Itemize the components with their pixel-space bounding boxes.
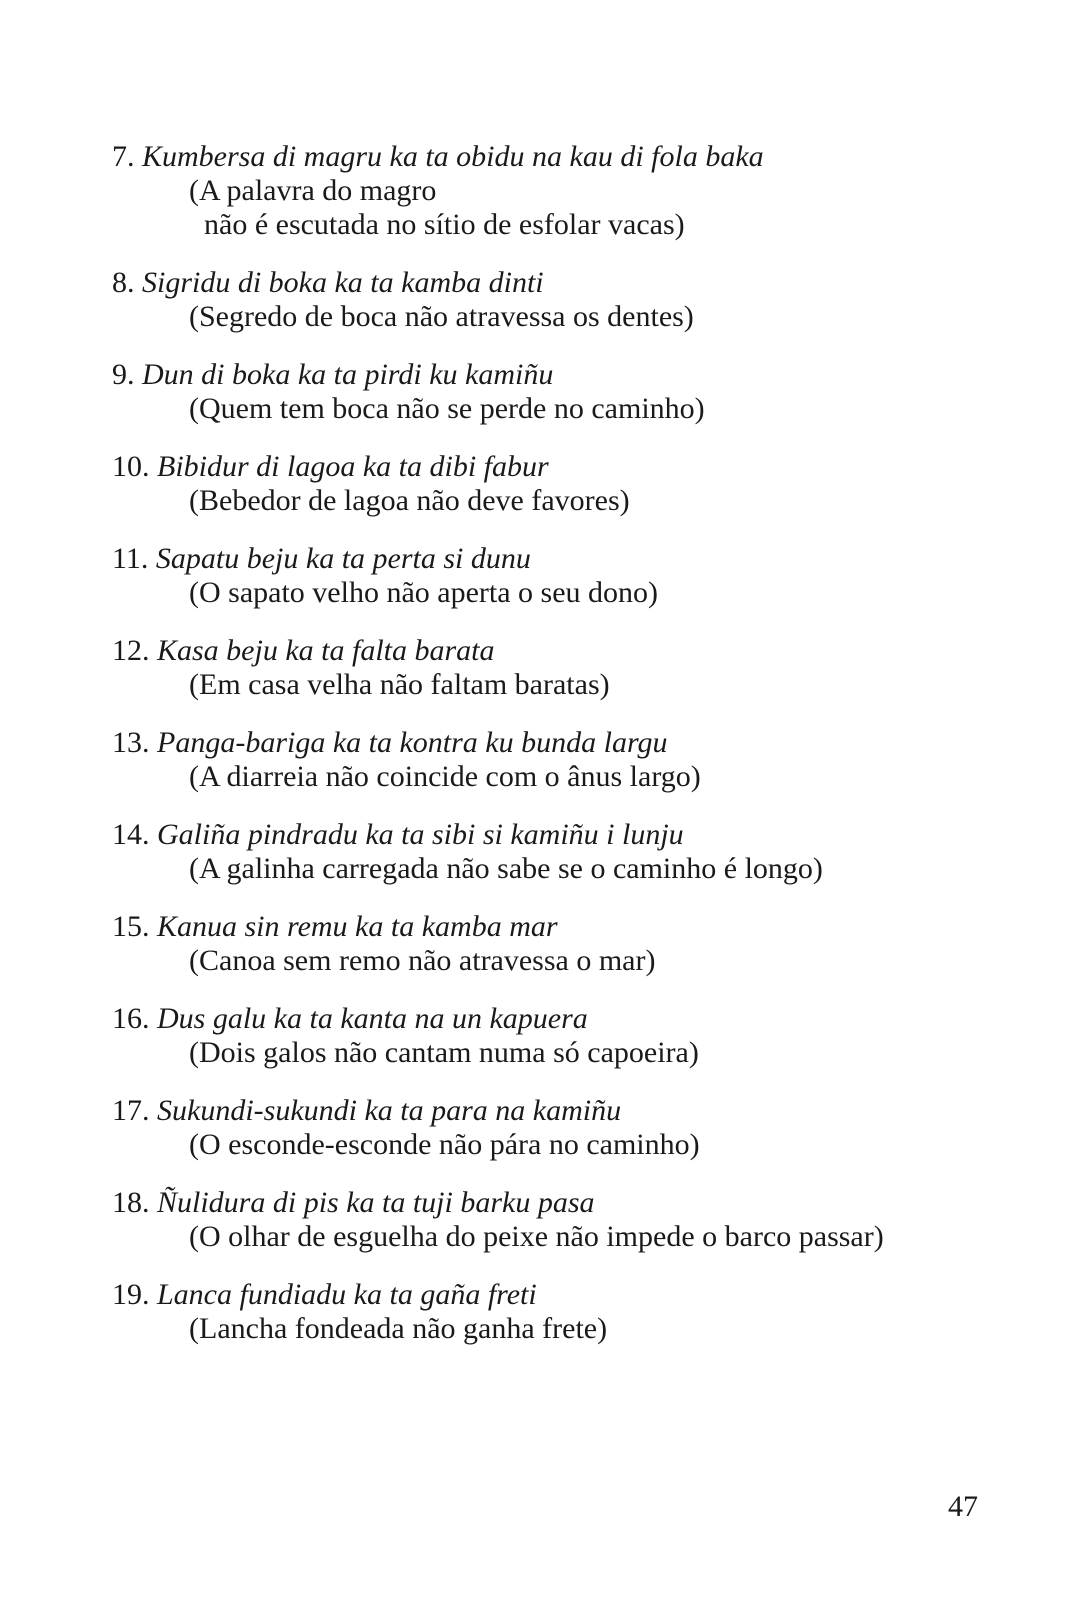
proverb-crioulo: Dun di boka ka ta pirdi ku kamiñu bbox=[142, 358, 554, 391]
proverb-number: 13. bbox=[112, 726, 150, 759]
proverb-number: 12. bbox=[112, 634, 150, 667]
proverb-number: 14. bbox=[112, 818, 150, 851]
proverb-number: 9. bbox=[112, 358, 135, 391]
proverb-crioulo: Sigridu di boka ka ta kamba dinti bbox=[142, 266, 544, 299]
proverb-translation: (O sapato velho não aperta o seu dono) bbox=[189, 576, 659, 609]
proverb-line bbox=[112, 818, 1012, 852]
proverb-line bbox=[112, 1002, 1012, 1036]
proverb-translation: (Segredo de boca não atravessa os dentes) bbox=[189, 300, 694, 333]
proverb-crioulo: Kanua sin remu ka ta kamba mar bbox=[157, 910, 558, 943]
proverb-item bbox=[112, 726, 1012, 794]
proverb-translation: (O esconde-esconde não pára no caminho) bbox=[189, 1128, 700, 1161]
proverb-crioulo: Dus galu ka ta kanta na un kapuera bbox=[157, 1002, 588, 1035]
proverb-crioulo: Bibidur di lagoa ka ta dibi fabur bbox=[157, 450, 549, 483]
proverb-translation: (A galinha carregada não sabe se o caminho é longo) bbox=[189, 852, 823, 885]
proverb-item bbox=[112, 910, 1012, 978]
proverb-line bbox=[112, 1186, 1012, 1220]
proverb-crioulo: Ñulidura di pis ka ta tuji barku pasa bbox=[157, 1186, 595, 1219]
proverb-crioulo: Sukundi-sukundi ka ta para na kamiñu bbox=[157, 1094, 622, 1127]
proverb-translation: (Canoa sem remo não atravessa o mar) bbox=[189, 944, 656, 977]
proverb-item bbox=[112, 450, 1012, 518]
proverb-translation: (A diarreia não coincide com o ânus largo) bbox=[189, 760, 701, 793]
proverb-line bbox=[112, 1094, 1012, 1128]
proverb-translation: não é escutada no sítio de esfolar vacas) bbox=[204, 208, 685, 241]
proverb-item bbox=[112, 1186, 1012, 1254]
proverb-translation: (Lancha fondeada não ganha frete) bbox=[189, 1312, 608, 1345]
proverb-line bbox=[112, 1278, 1012, 1312]
proverb-list bbox=[112, 140, 1012, 1370]
proverb-number: 7. bbox=[112, 140, 135, 173]
proverb-line bbox=[112, 634, 1012, 668]
proverb-item bbox=[112, 266, 1012, 334]
proverb-line bbox=[112, 910, 1012, 944]
proverb-item bbox=[112, 634, 1012, 702]
proverb-number: 8. bbox=[112, 266, 135, 299]
proverb-line bbox=[112, 726, 1012, 760]
proverb-item bbox=[112, 1094, 1012, 1162]
proverb-number: 16. bbox=[112, 1002, 150, 1035]
proverb-translation: (A palavra do magro bbox=[189, 174, 437, 207]
proverb-number: 17. bbox=[112, 1094, 150, 1127]
proverb-number: 10. bbox=[112, 450, 150, 483]
proverb-number: 11. bbox=[112, 542, 149, 575]
proverb-item bbox=[112, 1278, 1012, 1346]
proverb-crioulo: Sapatu beju ka ta perta si dunu bbox=[155, 542, 531, 575]
proverb-item bbox=[112, 818, 1012, 886]
proverb-line bbox=[112, 266, 1012, 300]
proverb-crioulo: Kumbersa di magru ka ta obidu na kau di fola baka bbox=[142, 140, 764, 173]
proverb-line bbox=[112, 450, 1012, 484]
proverb-number: 15. bbox=[112, 910, 150, 943]
proverb-item bbox=[112, 358, 1012, 426]
proverb-line bbox=[112, 358, 1012, 392]
proverb-crioulo: Kasa beju ka ta falta barata bbox=[157, 634, 495, 667]
proverb-crioulo: Galiña pindradu ka ta sibi si kamiñu i lunju bbox=[157, 818, 684, 851]
proverb-item bbox=[112, 1002, 1012, 1070]
proverb-crioulo: Panga-bariga ka ta kontra ku bunda largu bbox=[157, 726, 668, 759]
proverb-line bbox=[112, 542, 1012, 576]
proverb-crioulo: Lanca fundiadu ka ta gaña freti bbox=[157, 1278, 537, 1311]
proverb-number: 18. bbox=[112, 1186, 150, 1219]
proverb-translation: (Bebedor de lagoa não deve favores) bbox=[189, 484, 630, 517]
proverb-line bbox=[112, 140, 1012, 174]
proverb-translation: (Dois galos não cantam numa só capoeira) bbox=[189, 1036, 699, 1069]
proverb-number: 19. bbox=[112, 1278, 150, 1311]
page-number: 47 bbox=[948, 1490, 978, 1523]
proverb-translation: (Quem tem boca não se perde no caminho) bbox=[189, 392, 705, 425]
proverb-item bbox=[112, 140, 1012, 242]
proverb-item bbox=[112, 542, 1012, 610]
proverb-translation: (Em casa velha não faltam baratas) bbox=[189, 668, 610, 701]
proverb-translation: (O olhar de esguelha do peixe não impede o barco passar) bbox=[189, 1220, 884, 1253]
